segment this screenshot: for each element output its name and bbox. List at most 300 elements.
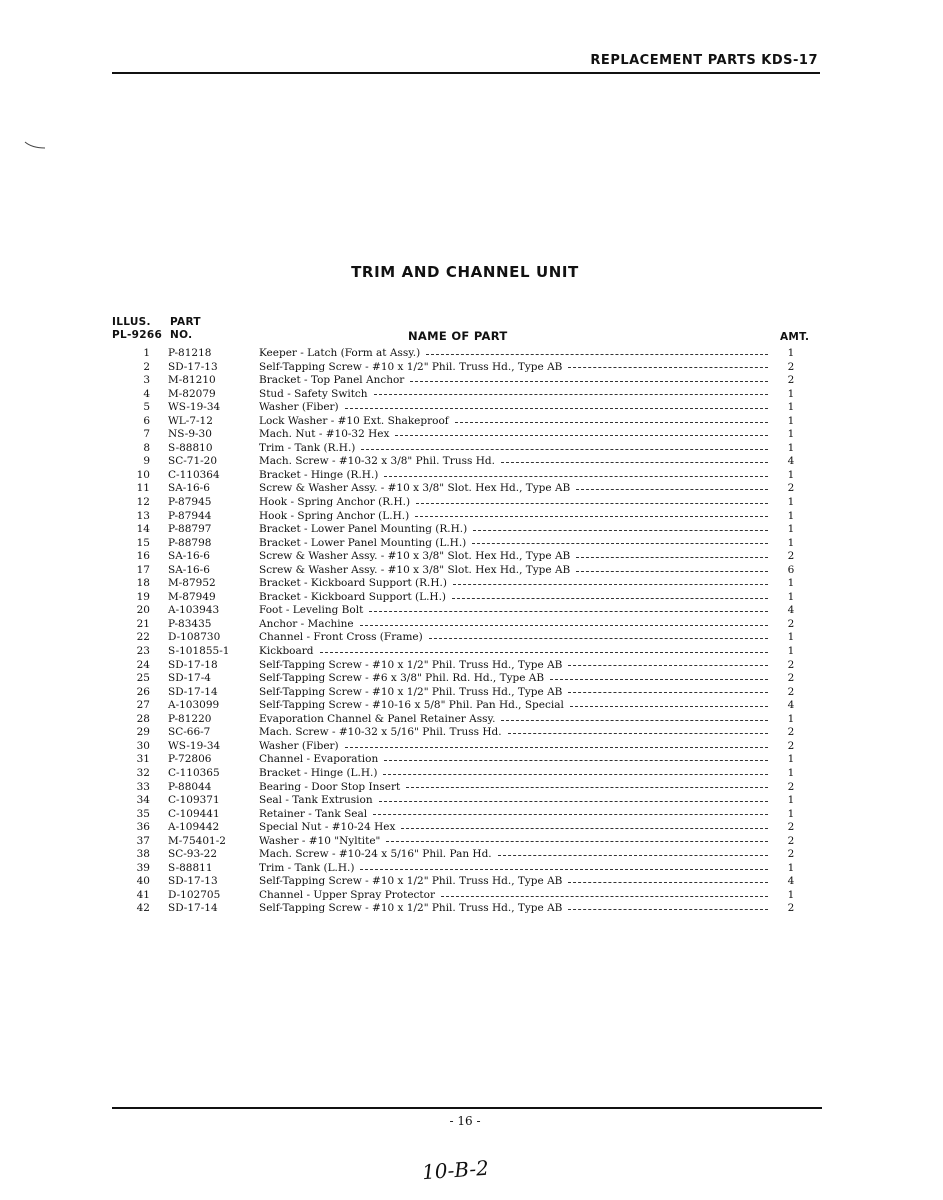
part-name-cell xyxy=(259,889,768,903)
part-number: WS-19-34 xyxy=(168,739,221,752)
part-number: P-88798 xyxy=(168,536,212,549)
part-number: SD-17-13 xyxy=(168,875,218,888)
column-header-part-label: PART xyxy=(170,316,201,328)
amount: 1 xyxy=(787,861,795,874)
part-name-cell xyxy=(259,821,768,835)
illus-number: 21 xyxy=(136,617,150,630)
part-name: Washer (Fiber) xyxy=(259,739,339,752)
part-name-cell xyxy=(259,510,768,524)
part-name-cell xyxy=(259,591,768,605)
leader-line xyxy=(410,381,768,382)
part-name: Self-Tapping Screw - #10 x 1/2" Phil. Truss Hd., Type AB xyxy=(259,902,563,915)
illus-number: 28 xyxy=(136,712,150,725)
leader-line xyxy=(369,611,768,612)
part-name: Bracket - Lower Panel Mounting (L.H.) xyxy=(259,536,467,549)
part-number: P-88797 xyxy=(168,523,212,536)
part-name-cell xyxy=(259,659,768,673)
amount: 1 xyxy=(787,496,795,509)
part-name-cell xyxy=(259,645,768,659)
illus-number: 3 xyxy=(143,374,150,387)
table-row xyxy=(0,848,943,862)
leader-line xyxy=(576,489,768,490)
illus-number: 27 xyxy=(136,699,150,712)
amount: 6 xyxy=(787,563,795,576)
table-row xyxy=(0,645,943,659)
column-header-part xyxy=(170,316,201,342)
part-number: SA-16-6 xyxy=(168,563,210,576)
leader-line xyxy=(576,571,768,572)
column-header-illus xyxy=(112,316,162,342)
part-name-cell xyxy=(259,374,768,388)
illus-number: 16 xyxy=(136,550,150,563)
part-name-cell xyxy=(259,550,768,564)
part-name: Trim - Tank (R.H.) xyxy=(259,441,356,454)
leader-line xyxy=(384,476,768,477)
table-row xyxy=(0,347,943,361)
part-name: Bracket - Hinge (L.H.) xyxy=(259,766,378,779)
part-number: WS-19-34 xyxy=(168,401,221,414)
part-name-cell xyxy=(259,388,768,402)
leader-line xyxy=(570,706,768,707)
column-header-pl-label: PL-9266 xyxy=(112,329,163,341)
leader-line xyxy=(501,462,768,463)
table-row xyxy=(0,699,943,713)
amount: 1 xyxy=(787,766,795,779)
part-name: Mach. Screw - #10-24 x 5/16" Phil. Pan Hd. xyxy=(259,848,492,861)
illus-number: 4 xyxy=(143,387,150,400)
part-number: P-87944 xyxy=(168,509,212,522)
table-row xyxy=(0,902,943,916)
part-name: Evaporation Channel & Panel Retainer Assy. xyxy=(259,712,496,725)
part-name-cell xyxy=(259,455,768,469)
amount: 1 xyxy=(787,523,795,536)
part-name: Self-Tapping Screw - #10 x 1/2" Phil. Truss Hd., Type AB xyxy=(259,685,563,698)
table-row xyxy=(0,428,943,442)
part-number: M-87949 xyxy=(168,590,216,603)
illus-number: 42 xyxy=(136,902,150,915)
table-row xyxy=(0,482,943,496)
part-name-cell xyxy=(259,537,768,551)
illus-number: 30 xyxy=(136,739,150,752)
part-number: D-102705 xyxy=(168,888,221,901)
illus-number: 5 xyxy=(143,401,150,414)
amount: 2 xyxy=(787,780,795,793)
part-name: Mach. Screw - #10-32 x 5/16" Phil. Truss Hd. xyxy=(259,726,502,739)
part-name-cell xyxy=(259,631,768,645)
part-number: SD-17-4 xyxy=(168,672,211,685)
footer-rule xyxy=(112,1107,822,1109)
handwritten-note: 10-B-2 xyxy=(421,1155,490,1185)
part-number: A-109442 xyxy=(168,821,220,834)
leader-line xyxy=(472,543,768,544)
illus-number: 34 xyxy=(136,794,150,807)
part-number: P-81220 xyxy=(168,712,212,725)
header-rule xyxy=(112,72,820,74)
part-name: Channel - Evaporation xyxy=(259,753,379,766)
table-row xyxy=(0,523,943,537)
table-row xyxy=(0,455,943,469)
part-number: P-87945 xyxy=(168,496,212,509)
column-header-amt: AMT. xyxy=(780,331,810,343)
part-name: Bracket - Hinge (R.H.) xyxy=(259,468,379,481)
amount: 2 xyxy=(787,658,795,671)
leader-line xyxy=(498,855,768,856)
part-name-cell xyxy=(259,902,768,916)
illus-number: 1 xyxy=(143,347,150,359)
part-name-cell xyxy=(259,767,768,781)
amount: 4 xyxy=(787,455,795,468)
table-row xyxy=(0,713,943,727)
part-name: Bracket - Kickboard Support (L.H.) xyxy=(259,590,447,603)
leader-line xyxy=(452,598,768,599)
part-name-cell xyxy=(259,361,768,375)
amount: 1 xyxy=(787,888,795,901)
leader-line xyxy=(415,516,768,517)
amount: 2 xyxy=(787,617,795,630)
stray-mark xyxy=(24,140,46,150)
table-row xyxy=(0,821,943,835)
leader-line xyxy=(568,909,768,910)
part-name: Screw & Washer Assy. - #10 x 3/8" Slot. Hex Hd., Type AB xyxy=(259,563,571,576)
table-row xyxy=(0,740,943,754)
amount: 4 xyxy=(787,875,795,888)
amount: 1 xyxy=(787,347,795,359)
leader-line xyxy=(373,814,768,815)
part-name-cell xyxy=(259,442,768,456)
leader-line xyxy=(320,652,769,653)
illus-number: 23 xyxy=(136,645,150,658)
header-title: REPLACEMENT PARTS KDS-17 xyxy=(590,53,818,68)
leader-line xyxy=(429,638,768,639)
leader-line xyxy=(416,503,768,504)
table-row xyxy=(0,361,943,375)
amount: 1 xyxy=(787,387,795,400)
illus-number: 37 xyxy=(136,834,150,847)
section-title: TRIM AND CHANNEL UNIT xyxy=(351,263,579,281)
illus-number: 8 xyxy=(143,441,150,454)
part-name: Mach. Nut - #10-32 Hex xyxy=(259,428,390,441)
amount: 2 xyxy=(787,726,795,739)
part-name-cell xyxy=(259,781,768,795)
table-row xyxy=(0,577,943,591)
part-name: Bracket - Top Panel Anchor xyxy=(259,374,405,387)
amount: 2 xyxy=(787,550,795,563)
table-row xyxy=(0,604,943,618)
leader-line xyxy=(386,841,768,842)
part-name: Trim - Tank (L.H.) xyxy=(259,861,355,874)
table-row xyxy=(0,510,943,524)
table-row xyxy=(0,889,943,903)
leader-line xyxy=(501,720,768,721)
table-row xyxy=(0,631,943,645)
part-name-cell xyxy=(259,496,768,510)
amount: 1 xyxy=(787,401,795,414)
part-name: Screw & Washer Assy. - #10 x 3/8" Slot. Hex Hd., Type AB xyxy=(259,482,571,495)
leader-line xyxy=(401,828,768,829)
leader-line xyxy=(345,747,768,748)
leader-line xyxy=(406,787,768,788)
part-number: SD-17-13 xyxy=(168,360,218,373)
illus-number: 19 xyxy=(136,590,150,603)
part-name-cell xyxy=(259,347,768,361)
illus-number: 13 xyxy=(136,509,150,522)
leader-line xyxy=(473,530,768,531)
part-number: P-88044 xyxy=(168,780,212,793)
illus-number: 20 xyxy=(136,604,150,617)
part-name: Stud - Safety Switch xyxy=(259,387,368,400)
table-row xyxy=(0,550,943,564)
part-name: Seal - Tank Extrusion xyxy=(259,794,373,807)
parts-list xyxy=(0,347,943,916)
table-row xyxy=(0,442,943,456)
illus-number: 33 xyxy=(136,780,150,793)
illus-number: 31 xyxy=(136,753,150,766)
table-row xyxy=(0,469,943,483)
amount: 1 xyxy=(787,807,795,820)
illus-number: 25 xyxy=(136,672,150,685)
part-name: Self-Tapping Screw - #10 x 1/2" Phil. Truss Hd., Type AB xyxy=(259,658,563,671)
part-name-cell xyxy=(259,835,768,849)
table-row xyxy=(0,862,943,876)
part-number: C-110364 xyxy=(168,468,220,481)
amount: 2 xyxy=(787,821,795,834)
amount: 1 xyxy=(787,414,795,427)
part-name: Bracket - Lower Panel Mounting (R.H.) xyxy=(259,523,468,536)
table-row xyxy=(0,794,943,808)
part-number: D-108730 xyxy=(168,631,221,644)
table-row xyxy=(0,537,943,551)
part-name-cell xyxy=(259,428,768,442)
table-row xyxy=(0,753,943,767)
illus-number: 39 xyxy=(136,861,150,874)
illus-number: 29 xyxy=(136,726,150,739)
illus-number: 41 xyxy=(136,888,150,901)
part-name-cell xyxy=(259,794,768,808)
part-number: SC-93-22 xyxy=(168,848,218,861)
part-name-cell xyxy=(259,604,768,618)
table-row xyxy=(0,618,943,632)
part-name-cell xyxy=(259,618,768,632)
illus-number: 14 xyxy=(136,523,150,536)
part-number: P-83435 xyxy=(168,617,212,630)
illus-number: 2 xyxy=(143,360,150,373)
part-name-cell xyxy=(259,753,768,767)
part-number: S-88810 xyxy=(168,441,213,454)
part-name-cell xyxy=(259,848,768,862)
leader-line xyxy=(361,449,768,450)
leader-line xyxy=(568,692,768,693)
leader-line xyxy=(568,367,768,368)
leader-line xyxy=(374,394,768,395)
part-name-cell xyxy=(259,401,768,415)
part-name-cell xyxy=(259,713,768,727)
page-number: - 16 - xyxy=(449,1114,481,1128)
part-name: Self-Tapping Screw - #6 x 3/8" Phil. Rd. Hd., Type AB xyxy=(259,672,545,685)
leader-line xyxy=(568,665,768,666)
leader-line xyxy=(395,435,768,436)
amount: 1 xyxy=(787,712,795,725)
illus-number: 11 xyxy=(136,482,150,495)
amount: 4 xyxy=(787,604,795,617)
part-name: Lock Washer - #10 Ext. Shakeproof xyxy=(259,414,449,427)
table-row xyxy=(0,591,943,605)
part-name: Bracket - Kickboard Support (R.H.) xyxy=(259,577,447,590)
amount: 1 xyxy=(787,645,795,658)
leader-line xyxy=(383,774,768,775)
part-number: P-81218 xyxy=(168,347,212,359)
amount: 1 xyxy=(787,794,795,807)
table-row xyxy=(0,875,943,889)
part-name-cell xyxy=(259,862,768,876)
part-name: Kickboard xyxy=(259,645,314,658)
illus-number: 24 xyxy=(136,658,150,671)
part-name-cell xyxy=(259,726,768,740)
leader-line xyxy=(508,733,768,734)
part-name-cell xyxy=(259,875,768,889)
amount: 1 xyxy=(787,577,795,590)
part-name-cell xyxy=(259,523,768,537)
part-name: Self-Tapping Screw - #10 x 1/2" Phil. Truss Hd., Type AB xyxy=(259,875,563,888)
leader-line xyxy=(441,896,768,897)
illus-number: 7 xyxy=(143,428,150,441)
illus-number: 15 xyxy=(136,536,150,549)
illus-number: 9 xyxy=(143,455,150,468)
illus-number: 6 xyxy=(143,414,150,427)
table-row xyxy=(0,808,943,822)
part-number: WL-7-12 xyxy=(168,414,213,427)
amount: 2 xyxy=(787,739,795,752)
part-number: M-87952 xyxy=(168,577,216,590)
column-header-no-label: NO. xyxy=(170,329,193,341)
part-name: Special Nut - #10-24 Hex xyxy=(259,821,396,834)
part-number: M-82079 xyxy=(168,387,216,400)
part-number: C-110365 xyxy=(168,766,220,779)
part-name: Channel - Front Cross (Frame) xyxy=(259,631,423,644)
table-row xyxy=(0,767,943,781)
table-row xyxy=(0,388,943,402)
amount: 4 xyxy=(787,699,795,712)
part-number: SA-16-6 xyxy=(168,550,210,563)
leader-line xyxy=(426,354,768,355)
part-name-cell xyxy=(259,577,768,591)
table-row xyxy=(0,401,943,415)
amount: 2 xyxy=(787,672,795,685)
leader-line xyxy=(550,679,768,680)
part-number: S-101855-1 xyxy=(168,645,230,658)
illus-number: 32 xyxy=(136,766,150,779)
part-name-cell xyxy=(259,415,768,429)
part-number: A-103943 xyxy=(168,604,220,617)
illus-number: 36 xyxy=(136,821,150,834)
part-name: Hook - Spring Anchor (L.H.) xyxy=(259,509,410,522)
illus-number: 17 xyxy=(136,563,150,576)
leader-line xyxy=(576,557,768,558)
part-name: Foot - Leveling Bolt xyxy=(259,604,364,617)
part-name: Washer (Fiber) xyxy=(259,401,339,414)
column-header-illus-label: ILLUS. xyxy=(112,316,151,328)
table-row xyxy=(0,374,943,388)
amount: 1 xyxy=(787,753,795,766)
table-row xyxy=(0,659,943,673)
part-number: NS-9-30 xyxy=(168,428,212,441)
part-name: Channel - Upper Spray Protector xyxy=(259,888,435,901)
part-number: P-72806 xyxy=(168,753,212,766)
amount: 1 xyxy=(787,428,795,441)
part-number: C-109441 xyxy=(168,807,220,820)
amount: 2 xyxy=(787,902,795,915)
part-number: SC-71-20 xyxy=(168,455,218,468)
part-number: SD-17-14 xyxy=(168,685,218,698)
part-name-cell xyxy=(259,672,768,686)
part-name: Screw & Washer Assy. - #10 x 3/8" Slot. Hex Hd., Type AB xyxy=(259,550,571,563)
amount: 2 xyxy=(787,685,795,698)
column-header-name: NAME OF PART xyxy=(408,329,508,343)
leader-line xyxy=(455,422,768,423)
amount: 1 xyxy=(787,509,795,522)
illus-number: 38 xyxy=(136,848,150,861)
illus-number: 18 xyxy=(136,577,150,590)
table-row xyxy=(0,686,943,700)
leader-line xyxy=(568,882,768,883)
part-number: A-103099 xyxy=(168,699,220,712)
illus-number: 26 xyxy=(136,685,150,698)
table-row xyxy=(0,496,943,510)
part-name-cell xyxy=(259,808,768,822)
table-row xyxy=(0,835,943,849)
table-row xyxy=(0,415,943,429)
leader-line xyxy=(345,408,768,409)
table-row xyxy=(0,564,943,578)
amount: 1 xyxy=(787,441,795,454)
illus-number: 10 xyxy=(136,468,150,481)
leader-line xyxy=(379,801,768,802)
table-row xyxy=(0,672,943,686)
illus-number: 40 xyxy=(136,875,150,888)
part-name-cell xyxy=(259,699,768,713)
part-name: Hook - Spring Anchor (R.H.) xyxy=(259,496,411,509)
part-name-cell xyxy=(259,686,768,700)
part-name: Keeper - Latch (Form at Assy.) xyxy=(259,347,421,359)
amount: 2 xyxy=(787,374,795,387)
part-number: C-109371 xyxy=(168,794,220,807)
part-number: SA-16-6 xyxy=(168,482,210,495)
part-name: Washer - #10 "Nyltite" xyxy=(259,834,381,847)
part-name: Bearing - Door Stop Insert xyxy=(259,780,401,793)
amount: 2 xyxy=(787,848,795,861)
illus-number: 35 xyxy=(136,807,150,820)
part-name-cell xyxy=(259,482,768,496)
illus-number: 12 xyxy=(136,496,150,509)
part-name-cell xyxy=(259,740,768,754)
part-number: M-75401-2 xyxy=(168,834,226,847)
leader-line xyxy=(360,869,768,870)
part-name-cell xyxy=(259,469,768,483)
part-name: Mach. Screw - #10-32 x 3/8" Phil. Truss Hd. xyxy=(259,455,495,468)
illus-number: 22 xyxy=(136,631,150,644)
part-number: SD-17-18 xyxy=(168,658,218,671)
amount: 2 xyxy=(787,482,795,495)
amount: 1 xyxy=(787,631,795,644)
part-number: S-88811 xyxy=(168,861,213,874)
amount: 1 xyxy=(787,536,795,549)
leader-line xyxy=(360,625,768,626)
part-name-cell xyxy=(259,564,768,578)
amount: 2 xyxy=(787,834,795,847)
part-name: Anchor - Machine xyxy=(259,617,354,630)
amount: 1 xyxy=(787,468,795,481)
amount: 1 xyxy=(787,590,795,603)
table-row xyxy=(0,781,943,795)
